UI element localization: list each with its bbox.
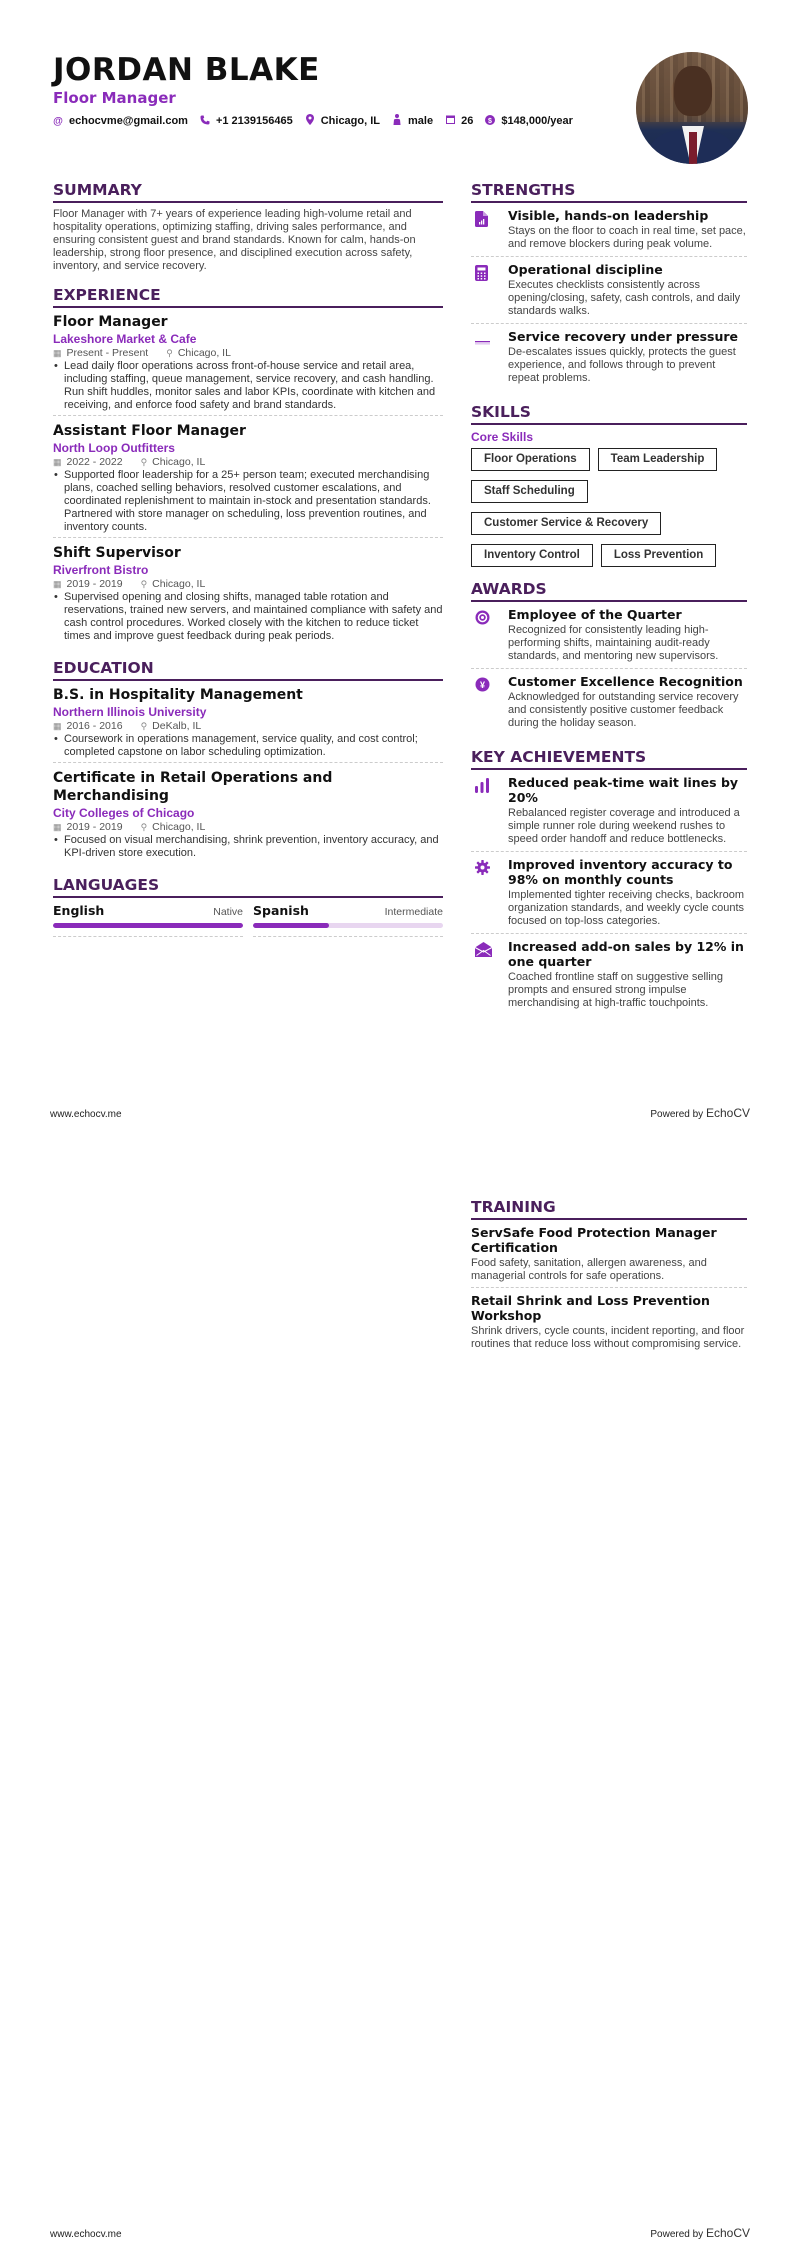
skill-chip: Staff Scheduling [471,480,588,503]
contact-row [53,114,613,128]
training-item [471,1293,747,1355]
calendar-icon: ▦ [53,457,62,467]
footer-brand: EchoCV [705,1106,750,1120]
strength-desc: De-escalates issues quickly, protects the guest experience, and follows through to prevent repeat problems. [508,346,736,384]
achievement-desc: Coached frontline staff on suggestive selling prompts and ensured strong impulse merchandising at high-traffic touchpoints. [508,971,724,1009]
training-title: ServSafe Food Protection Manager Certification [471,1225,717,1255]
achievement-title: Increased add-on sales by 12% in one quarter [508,939,744,969]
languages-heading: LANGUAGES [53,875,443,898]
achievement-desc: Rebalanced register coverage and introduced a simple runner role during weekend rushes to speed order handoff and reduce bottlenecks. [508,807,740,845]
award-desc: Recognized for consistently leading high-performing shifts, maintaining audit-ready standards, and mentoring new supervisors. [508,624,719,662]
profile-photo [636,52,748,164]
school-name: Northern Illinois University [53,705,207,719]
phone-icon [200,115,210,128]
gear-icon [471,857,508,928]
calendar-icon: ▦ [53,579,62,589]
dollar-icon [485,115,495,128]
skill-chip: Team Leadership [598,448,718,471]
training-section [471,1197,747,1360]
education-section [53,658,443,863]
footer-website-link[interactable]: www.echocv.me [50,1109,122,1120]
summary-section [53,180,443,273]
job-dates: 2019 - 2019 [66,578,123,590]
job-meta [53,347,443,360]
strengths-heading: STRENGTHS [471,180,747,203]
job-title: Assistant Floor Manager [53,423,246,439]
document-chart-icon [471,208,508,251]
skill-chips [471,448,747,567]
footer-powered-by [650,2226,750,2240]
location-pin-icon: ⚲ [140,822,148,832]
achievement-item [471,775,747,852]
company-name: Lakeshore Market & Cafe [53,332,197,346]
job-dates: Present - Present [66,347,149,359]
language-level: Native [213,906,243,918]
achievement-item [471,857,747,934]
strength-title: Visible, hands-on leadership [508,208,709,223]
job-dates: 2022 - 2022 [66,456,123,468]
language-name: Spanish [253,903,309,918]
job-location: Chicago, IL [152,456,206,468]
strengths-section [471,180,747,390]
language-name: English [53,903,105,918]
awards-heading: AWARDS [471,579,747,602]
calendar-icon: ▦ [53,348,62,358]
svg-text:¥: ¥ [479,680,486,690]
education-meta [53,821,443,834]
location-pin-icon: ⚲ [140,721,148,731]
language-item [253,903,443,937]
page-footer [50,2226,750,2240]
achievement-title: Reduced peak-time wait lines by 20% [508,775,739,805]
footer-website-link[interactable]: www.echocv.me [50,2229,122,2240]
language-level: Intermediate [384,906,443,918]
location-pin-icon [305,114,315,128]
strength-item [471,262,747,324]
job-meta [53,578,443,591]
job-title: Floor Manager [53,314,168,330]
language-item [53,903,243,937]
degree-title: Certificate in Retail Operations and Merchandising [53,770,333,804]
strength-desc: Stays on the floor to coach in real time, set pace, and remove blockers during peak volume. [508,225,746,250]
award-item [471,674,747,735]
training-desc: Food safety, sanitation, allergen awareness, and managerial controls for safe operations. [471,1257,707,1282]
achievements-heading: KEY ACHIEVEMENTS [471,747,747,770]
job-meta [53,456,443,469]
envelope-open-icon [471,939,508,1010]
awards-section [471,579,747,735]
bar-chart-icon [471,775,508,846]
powered-by-label: Powered by [650,1109,704,1120]
badge-gear-icon [471,607,508,663]
award-desc: Acknowledged for outstanding service recovery and consistently positive customer feedback during the holiday season. [508,691,739,729]
job-title: Shift Supervisor [53,545,181,561]
contact-gender [392,114,433,128]
education-bullet: • Focused on visual merchandising, shrink prevention, inventory accuracy, and KPI-driven store execution. [53,834,443,860]
contact-phone[interactable] [200,115,293,128]
footer-powered-by [650,1106,750,1120]
strength-title: Operational discipline [508,262,663,277]
education-meta [53,720,443,733]
job-bullet: • Supported floor leadership for a 25+ person team; executed merchandising plans, coached selling behaviors, resolved customer escalations, and coordinated replenishment to maintain in-stock and presentation standards. Partnered with store manager on scheduling, loss prevention routines, and inventory counts. [53,469,443,534]
phone-text: +1 2139156465 [215,115,293,127]
skills-heading: SKILLS [471,402,747,425]
location-text: Chicago, IL [320,115,380,127]
right-column [471,180,747,1027]
footer-brand: EchoCV [705,2226,750,2240]
skills-subheading: Core Skills [471,430,534,444]
training-heading: TRAINING [471,1197,747,1220]
skill-chip: Loss Prevention [601,544,716,567]
strength-title: Service recovery under pressure [508,329,738,344]
language-proficiency-bar [253,923,443,928]
education-bullet: • Coursework in operations management, service quality, and cost control; completed capstone on labor scheduling optimization. [53,733,443,759]
company-name: North Loop Outfitters [53,441,175,455]
experience-entry [53,422,443,538]
contact-salary [485,115,573,128]
languages-section [53,875,443,937]
education-entry [53,686,443,763]
achievement-desc: Implemented tighter receiving checks, backroom organization standards, and weekly cycle counts focused on top-loss categories. [508,889,745,927]
achievements-section [471,747,747,1015]
education-location: DeKalb, IL [152,720,202,732]
location-pin-icon: ⚲ [140,579,148,589]
location-pin-icon: ⚲ [166,348,173,358]
experience-entry [53,544,443,646]
achievement-title: Improved inventory accuracy to 98% on monthly counts [508,857,733,887]
at-icon: @ [53,115,63,127]
page-footer [50,1106,750,1120]
education-entry [53,769,443,863]
skill-chip: Customer Service & Recovery [471,512,661,535]
powered-by-label: Powered by [650,2229,704,2240]
calendar-icon [445,115,455,127]
job-bullet: • Lead daily floor operations across front-of-house service and retail area, including staffing, queue management, service recovery, and cash handling. Run shift huddles, monitor sales and labor KPIs, coordinate with kitchen and receiving, and enforce food safety and brand standards. [53,360,443,412]
summary-heading: SUMMARY [53,180,443,203]
language-proficiency-bar [53,923,243,928]
salary-text: $148,000/year [501,115,573,127]
contact-location [305,114,380,128]
education-heading: EDUCATION [53,658,443,681]
award-item [471,607,747,669]
minus-lines-icon [471,329,508,385]
svg-text:$: $ [488,117,493,125]
resume-header [53,52,613,128]
contact-email[interactable] [53,115,188,127]
candidate-title: Floor Manager [53,89,176,107]
company-name: Riverfront Bistro [53,563,149,577]
calendar-icon: ▦ [53,721,62,731]
skill-chip: Floor Operations [471,448,590,471]
experience-heading: EXPERIENCE [53,285,443,308]
calculator-icon [471,262,508,318]
school-name: City Colleges of Chicago [53,806,195,820]
strength-item [471,329,747,390]
education-location: Chicago, IL [152,821,206,833]
left-column [53,180,443,949]
strength-item [471,208,747,257]
award-title: Customer Excellence Recognition [508,674,743,689]
calendar-icon: ▦ [53,822,62,832]
experience-entry [53,313,443,416]
location-pin-icon: ⚲ [140,457,148,467]
education-dates: 2016 - 2016 [66,720,123,732]
award-title: Employee of the Quarter [508,607,682,622]
age-text: 26 [461,115,474,127]
email-text: echocvme@gmail.com [69,115,188,127]
training-title: Retail Shrink and Loss Prevention Workshop [471,1293,710,1323]
achievement-item [471,939,747,1015]
contact-age [445,115,473,127]
degree-title: B.S. in Hospitality Management [53,687,303,703]
experience-section [53,285,443,646]
strength-desc: Executes checklists consistently across opening/closing, safety, cash controls, and daily standards walks. [508,279,741,317]
job-location: Chicago, IL [152,578,206,590]
person-icon [392,114,402,128]
skill-chip: Inventory Control [471,544,593,567]
job-location: Chicago, IL [177,347,231,359]
education-dates: 2019 - 2019 [66,821,123,833]
summary-text: Floor Manager with 7+ years of experience leading high-volume retail and hospitality operations, optimizing staffing, driving sales performance, and ensuring consistent guest and brand standards. Known for calm, hands-on leadership, strong floor presence, and disciplined execution across safety, inventory, and service recovery. [53,208,416,272]
job-bullet: • Supervised opening and closing shifts, managed table rotation and reservations, trained new servers, and maintained compliance with safety and cash control procedures. Worked closely with the kitchen to reduce ticket times and improve guest feedback during peak periods. [53,591,443,643]
training-item [471,1225,747,1288]
skills-section [471,402,747,567]
training-desc: Shrink drivers, cycle counts, incident reporting, and floor routines that reduce loss without compromising service. [471,1325,745,1350]
candidate-name: JORDAN BLAKE [53,52,320,88]
yen-coin-icon [471,674,508,730]
gender-text: male [408,115,434,127]
